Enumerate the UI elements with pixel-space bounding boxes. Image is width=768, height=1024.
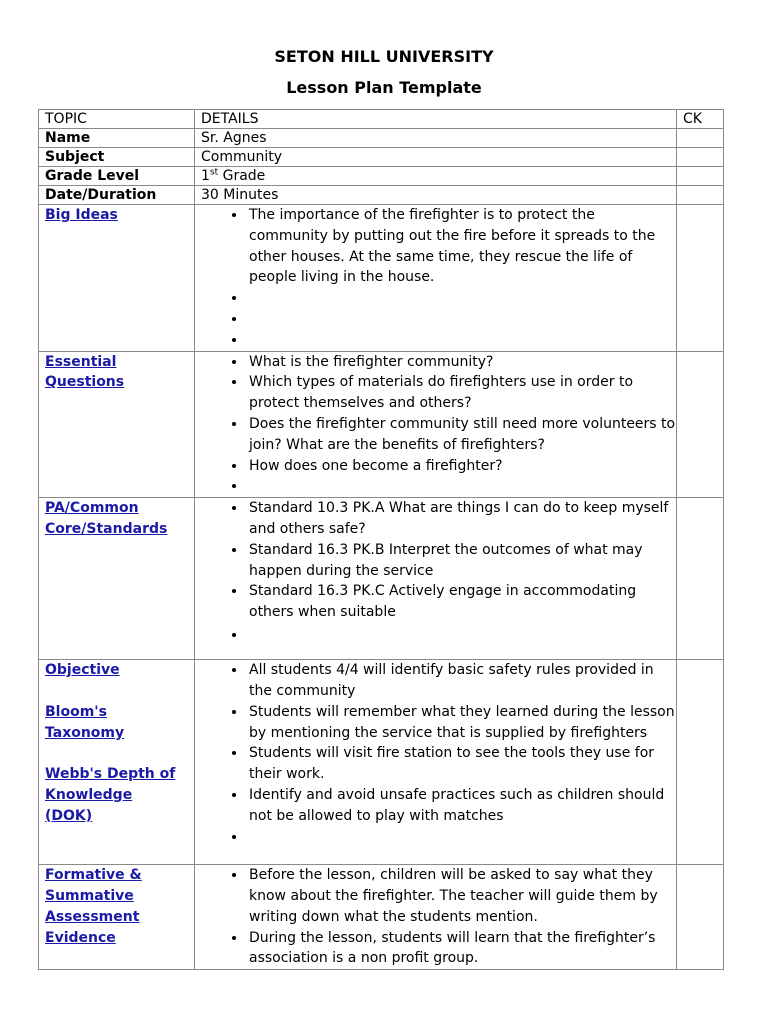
blooms-taxonomy-link-1[interactable]: Bloom's bbox=[45, 703, 107, 720]
col-ck-header: CK bbox=[677, 110, 724, 129]
list-item: • The importance of the firefighter is to protect the community by putting out the fire before it spreads to the other houses. At the same time, they rescue the life of people living in the house. bbox=[247, 205, 676, 288]
essential-questions-link-2[interactable]: Questions bbox=[45, 374, 125, 391]
subject-row bbox=[39, 148, 724, 167]
university-title: SETON HILL UNIVERSITY bbox=[274, 47, 494, 66]
essential-questions-details bbox=[195, 351, 677, 498]
grade-label: Grade Level bbox=[39, 167, 195, 186]
lesson-plan-table bbox=[38, 109, 724, 970]
list-item: • Students will visit fire station to see the tools they use for their work. bbox=[247, 743, 676, 785]
name-value: Sr. Agnes bbox=[195, 129, 677, 148]
standards-row bbox=[39, 498, 724, 660]
date-label: Date/Duration bbox=[39, 186, 195, 205]
list-item: • Students will remember what they learned during the lesson by mentioning the service that is supplied by firefighters bbox=[247, 702, 676, 744]
list-item: • Which types of materials do firefighters use in order to protect themselves and others? bbox=[247, 372, 676, 414]
ck-cell bbox=[677, 865, 724, 970]
ck-cell bbox=[677, 205, 724, 352]
grade-word: Grade bbox=[218, 168, 266, 184]
grade-value bbox=[195, 167, 677, 186]
big-ideas-cell bbox=[39, 205, 195, 352]
webbs-dok-link-3[interactable]: (DOK) bbox=[45, 807, 93, 824]
essential-questions-cell bbox=[39, 351, 195, 498]
objective-cell bbox=[39, 660, 195, 865]
standards-link-1[interactable]: PA/Common bbox=[45, 500, 139, 517]
assessment-link-3[interactable]: Assessment bbox=[45, 908, 140, 925]
empty-bullet bbox=[247, 625, 676, 646]
empty-bullet bbox=[247, 288, 676, 309]
date-row bbox=[39, 186, 724, 205]
empty-bullet bbox=[247, 309, 676, 330]
empty-bullet bbox=[247, 476, 676, 497]
list-item: • All students 4/4 will identify basic safety rules provided in the community bbox=[247, 660, 676, 702]
standards-link-2[interactable]: Core/Standards bbox=[45, 520, 168, 537]
assessment-link-2[interactable]: Summative bbox=[45, 887, 134, 904]
date-value: 30 Minutes bbox=[195, 186, 677, 205]
subject-value: Community bbox=[195, 148, 677, 167]
ck-cell bbox=[677, 660, 724, 865]
list-item: • Standard 16.3 PK.B Interpret the outcomes of what may happen during the service bbox=[247, 540, 676, 582]
ck-cell bbox=[677, 129, 724, 148]
grade-row bbox=[39, 167, 724, 186]
list-item: • Before the lesson, children will be asked to say what they know about the firefighter. The teacher will guide them by writing down what the students mention. bbox=[247, 865, 676, 927]
blooms-taxonomy-link-2[interactable]: Taxonomy bbox=[45, 724, 125, 741]
grade-suffix: st bbox=[209, 167, 219, 178]
list-item: • Identify and avoid unsafe practices such as children should not be allowed to play with matches bbox=[247, 785, 676, 827]
col-details-header: DETAILS bbox=[195, 110, 677, 129]
standards-cell bbox=[39, 498, 195, 660]
list-item: • Standard 10.3 PK.A What are things I can do to keep myself and others safe? bbox=[247, 498, 676, 540]
objective-row bbox=[39, 660, 724, 865]
ck-cell bbox=[677, 351, 724, 498]
name-label: Name bbox=[39, 129, 195, 148]
ck-cell bbox=[677, 167, 724, 186]
big-ideas-details bbox=[195, 205, 677, 352]
empty-bullet bbox=[247, 827, 676, 848]
ck-cell bbox=[677, 148, 724, 167]
big-ideas-row bbox=[39, 205, 724, 352]
essential-questions-link-1[interactable]: Essential bbox=[45, 353, 117, 370]
assessment-row bbox=[39, 865, 724, 970]
assessment-link-4[interactable]: Evidence bbox=[45, 929, 116, 946]
empty-bullet bbox=[247, 330, 676, 351]
big-ideas-link[interactable]: Big Ideas bbox=[45, 207, 118, 223]
ck-cell bbox=[677, 186, 724, 205]
webbs-dok-link-1[interactable]: Webb's Depth of bbox=[45, 766, 176, 783]
list-item: • Does the firefighter community still need more volunteers to join? What are the benefits of firefighters? bbox=[247, 414, 676, 456]
col-topic-header: TOPIC bbox=[39, 110, 195, 129]
ck-cell bbox=[677, 498, 724, 660]
objective-link[interactable]: Objective bbox=[45, 662, 120, 679]
webbs-dok-link-2[interactable]: Knowledge bbox=[45, 786, 133, 803]
header-row bbox=[39, 110, 724, 129]
page-subtitle: Lesson Plan Template bbox=[286, 78, 482, 97]
list-item: • How does one become a firefighter? bbox=[247, 456, 676, 477]
objective-details bbox=[195, 660, 677, 865]
grade-number: 1 bbox=[201, 168, 210, 184]
assessment-link-1[interactable]: Formative & bbox=[45, 867, 142, 884]
assessment-cell bbox=[39, 865, 195, 970]
essential-questions-row bbox=[39, 351, 724, 498]
name-row bbox=[39, 129, 724, 148]
list-item: • Standard 16.3 PK.C Actively engage in accommodating others when suitable bbox=[247, 581, 676, 623]
assessment-details bbox=[195, 865, 677, 970]
standards-details bbox=[195, 498, 677, 660]
list-item: • What is the firefighter community? bbox=[247, 352, 676, 373]
list-item: • During the lesson, students will learn that the firefighter’s association is a non profit group. bbox=[247, 928, 676, 970]
subject-label: Subject bbox=[39, 148, 195, 167]
